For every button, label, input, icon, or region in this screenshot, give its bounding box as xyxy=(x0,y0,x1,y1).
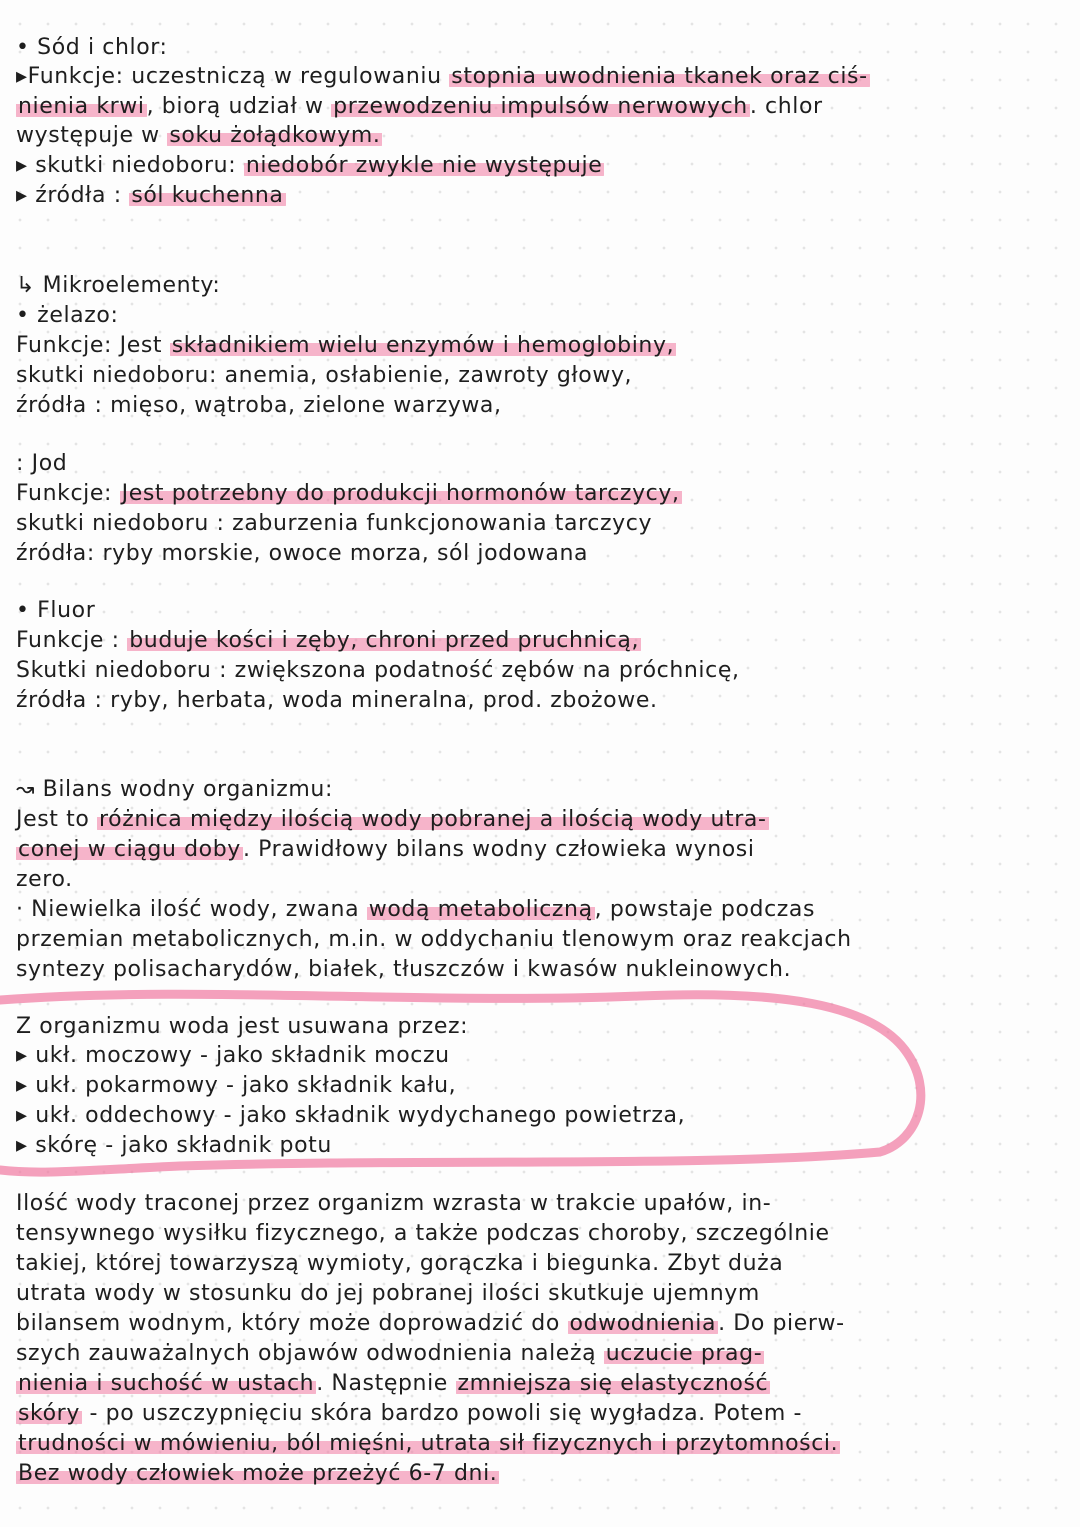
highlighted-text: skóry xyxy=(18,1401,80,1426)
note-text: , powstaje podczas xyxy=(594,897,816,922)
note-line xyxy=(16,896,815,924)
note-text: syntezy polisacharydów, białek, tłuszczów i kwasów nukleinowych. xyxy=(16,957,792,982)
note-text: • Sód i chlor: xyxy=(16,35,168,60)
note-text: . Prawidłowy bilans wodny człowieka wynosi xyxy=(242,837,755,862)
note-text: źródła : mięso, wątroba, zielone warzywa, xyxy=(16,393,502,418)
note-line xyxy=(16,272,220,300)
highlighted-text: zmniejsza się elastyczność xyxy=(457,1371,769,1396)
highlighted-text: odwodnienia xyxy=(569,1311,717,1336)
highlighted-text: Bez wody człowiek może przeżyć 6-7 dni. xyxy=(18,1461,498,1486)
note-text: źródła: ryby morskie, owoce morza, sól jodowana xyxy=(16,541,589,566)
note-line xyxy=(16,1430,840,1458)
note-text: zero. xyxy=(16,867,73,892)
note-line xyxy=(16,540,588,568)
note-text: . chlor xyxy=(749,94,823,119)
note-text: ▸ ukł. moczowy - jako składnik moczu xyxy=(16,1043,450,1068)
note-line xyxy=(16,34,168,62)
note-line xyxy=(16,122,382,150)
note-text: Skutki niedoboru : zwiększona podatność zębów na próchnicę, xyxy=(16,658,740,683)
note-text: . Do pierw- xyxy=(718,1311,845,1336)
note-text: utrata wody w stosunku do jej pobranej ilości skutkuje ujemnym xyxy=(16,1281,760,1306)
note-line xyxy=(16,332,676,360)
highlighted-text: Jest potrzebny do produkcji hormonów tarczycy, xyxy=(121,481,680,506)
highlighted-text: stopnia uwodnienia tkanek oraz ciś- xyxy=(451,64,868,89)
note-line xyxy=(16,362,632,390)
note-text: Funkcje : xyxy=(16,628,128,653)
note-line xyxy=(16,1280,760,1308)
highlighted-text: buduje kości i zęby, chroni przed pruchnicą, xyxy=(129,628,640,653)
note-text: ▸ źródła : xyxy=(16,183,130,208)
note-text: Z organizmu woda jest usuwana przez: xyxy=(16,1014,469,1039)
note-line xyxy=(16,866,73,894)
note-line xyxy=(16,1042,450,1070)
note-line xyxy=(16,182,286,210)
note-line xyxy=(16,1250,783,1278)
highlighted-text: składnikiem wielu enzymów i hemoglobiny, xyxy=(171,333,675,358)
note-text: • Fluor xyxy=(16,598,96,623)
note-line xyxy=(16,627,641,655)
highlighted-text: różnica między ilością wody pobranej a ilością wody utra- xyxy=(98,807,767,832)
note-text: występuje w xyxy=(16,123,168,148)
highlighted-text: conej w ciągu doby xyxy=(18,837,241,862)
note-text: takiej, której towarzyszą wymioty, gorączka i biegunka. Zbyt duża xyxy=(16,1251,784,1276)
note-text: źródła : ryby, herbata, woda mineralna, prod. zbożowe. xyxy=(16,688,658,713)
note-text: przemian metabolicznych, m.in. w oddychaniu tlenowym oraz reakcjach xyxy=(16,927,852,952)
highlighted-text: przewodzeniu impulsów nerwowych xyxy=(333,94,748,119)
highlighted-text: wodą metaboliczną xyxy=(368,897,593,922)
note-line xyxy=(16,93,823,121)
note-text: Funkcje: xyxy=(16,481,120,506)
note-text: Ilość wody traconej przez organizm wzrasta w trakcie upałów, in- xyxy=(16,1191,772,1216)
note-line xyxy=(16,657,740,685)
note-line xyxy=(16,1460,499,1488)
note-line xyxy=(16,302,118,330)
note-line xyxy=(16,1102,685,1130)
note-line xyxy=(16,806,769,834)
note-text: skutki niedoboru : zaburzenia funkcjonowania tarczycy xyxy=(16,511,653,536)
note-line xyxy=(16,1340,764,1368)
note-line xyxy=(16,63,870,91)
note-line xyxy=(16,1132,332,1160)
note-text: , biorą udział w xyxy=(146,94,332,119)
note-line xyxy=(16,392,502,420)
note-text: ▸ skutki niedoboru: xyxy=(16,153,244,178)
note-line xyxy=(16,1013,468,1041)
note-line xyxy=(16,1370,770,1398)
note-line xyxy=(16,1072,456,1100)
note-line xyxy=(16,480,682,508)
note-text: • żelazo: xyxy=(16,303,119,328)
note-line xyxy=(16,1400,802,1428)
highlighted-text: nienia i suchość w ustach xyxy=(18,1371,315,1396)
note-text: Jest to xyxy=(16,807,97,832)
highlighted-text: nienia krwi xyxy=(18,94,145,119)
highlighted-text: niedobór zwykle nie występuje xyxy=(245,153,603,178)
note-line xyxy=(16,836,755,864)
note-text: . Następnie xyxy=(316,1371,456,1396)
note-line xyxy=(16,1310,845,1338)
note-line xyxy=(16,956,791,984)
highlighted-text: trudności w mówieniu, ból mięśni, utrata sił fizycznych i przytomności. xyxy=(18,1431,839,1456)
note-text: tensywnego wysiłku fizycznego, a także podczas choroby, szczególnie xyxy=(16,1221,830,1246)
note-text: bilansem wodnym, który może doprowadzić do xyxy=(16,1311,568,1336)
note-text: ▸ ukł. pokarmowy - jako składnik kału, xyxy=(16,1073,457,1098)
note-line xyxy=(16,687,658,715)
note-line xyxy=(16,926,852,954)
note-line xyxy=(16,450,67,478)
note-line xyxy=(16,152,604,180)
note-text: : Jod xyxy=(16,451,68,476)
note-text: ↳ Mikroelementy: xyxy=(16,273,221,298)
note-text: szych zauważalnych objawów odwodnienia należą xyxy=(16,1341,604,1366)
note-line xyxy=(16,776,333,804)
note-text: skutki niedoboru: anemia, osłabienie, zawroty głowy, xyxy=(16,363,633,388)
note-line xyxy=(16,1190,771,1218)
note-text: Funkcje: Jest xyxy=(16,333,170,358)
note-text: ▸ ukł. oddechowy - jako składnik wydychanego powietrza, xyxy=(16,1103,686,1128)
note-text: · Niewielka ilość wody, zwana xyxy=(16,897,367,922)
note-line xyxy=(16,597,95,625)
highlighted-text: soku żołądkowym. xyxy=(169,123,381,148)
note-text: - po uszczypnięciu skóra bardzo powoli się wygładza. Potem - xyxy=(81,1401,803,1426)
highlighted-text: sól kuchenna xyxy=(131,183,284,208)
highlighted-text: uczucie prag- xyxy=(605,1341,763,1366)
note-text: ↝ Bilans wodny organizmu: xyxy=(16,777,333,802)
note-text: ▸ skórę - jako składnik potu xyxy=(16,1133,332,1158)
note-text: ▸Funkcje: uczestniczą w regulowaniu xyxy=(16,64,450,89)
note-line xyxy=(16,510,652,538)
note-line xyxy=(16,1220,830,1248)
